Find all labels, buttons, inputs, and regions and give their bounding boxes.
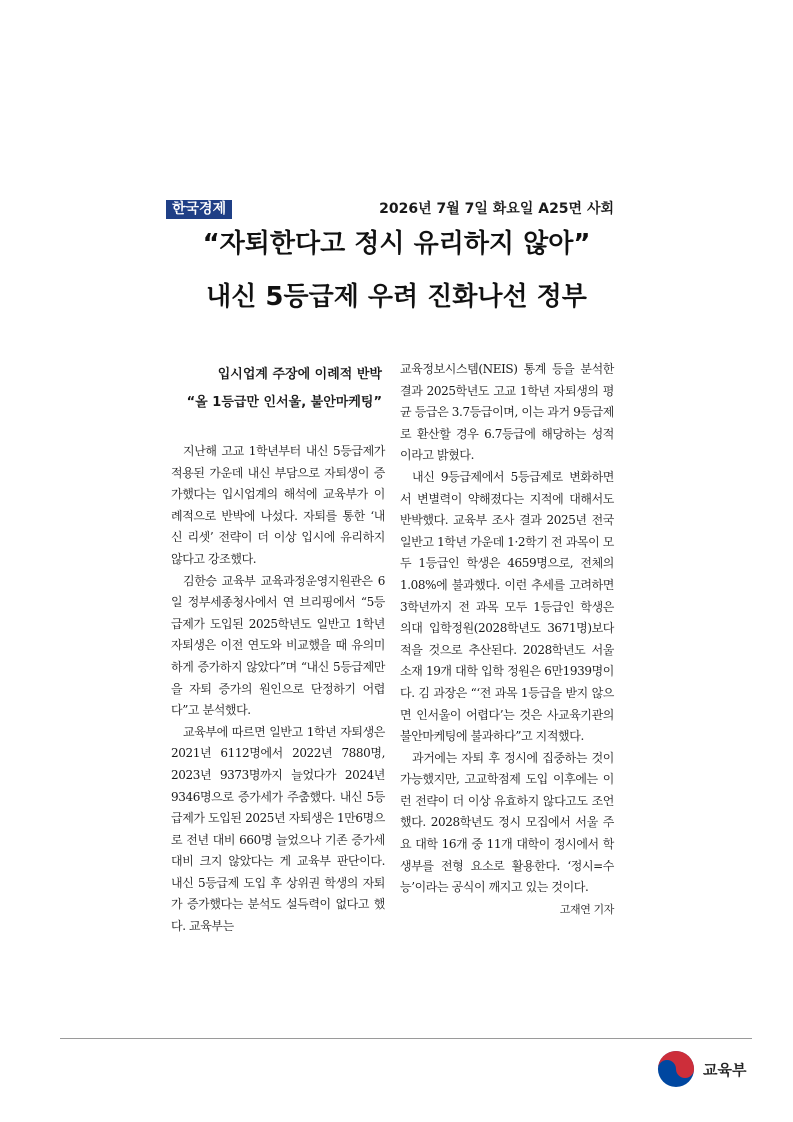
headline-line-1: “자퇴한다고 정시 유리하지 않아” bbox=[202, 229, 591, 259]
paragraph-text: 과거에는 자퇴 후 정시에 집중하는 것이 가능했지만, 고교학점제 도입 이후에는 이런 전략이 더 이상 유효하지 않다고도 조언했다. 2028학년도 정시 모집에서 서울 주요 대학 16개 중 11개 대학이 정시에서 학생부를 전형 요소로 활용한다. ‘정시=수능’이라는 공식이 깨지고 있는 것이다. bbox=[400, 750, 614, 895]
publication-info: 2026년 7월 7일 화요일 A25면 사회 bbox=[379, 201, 614, 217]
footer-divider bbox=[60, 1038, 752, 1039]
article-column-right bbox=[400, 359, 614, 920]
ministry-logo-text: 교육부 bbox=[703, 1061, 747, 1079]
paragraph: 내신 9등급제에서 5등급제로 변화하면서 변별력이 약해졌다는 지적에 대해서도 반박했다. 교육부 조사 결과 2025년 전국 일반고 1학년 가운데 1·2학기 전 과목이 모두 1등급인 학생은 4659명으로, 전체의 1.08%에 불과했다. 이런 추세를 고려하면 3학년까지 전 과목 모두 1등급인 학생은 의대 입학정원(2028학년도 3671명)보다 적을 것으로 추산된다. 2028학년도 서울 소재 19개 대학 입학 정원은 6만1939명이다. 김 과장은 “‘전 과목 1등급을 받지 않으면 인서울이 어렵다’는 것은 사교육기관의 불안마케팅에 불과하다”고 지적했다. bbox=[400, 469, 614, 744]
paragraph: 지난해 고교 1학년부터 내신 5등급제가 적용된 가운데 내신 부담으로 자퇴생이 증가했다는 입시업계의 해석에 교육부가 이례적으로 반박에 나섰다. 자퇴를 통한 ‘내신 리셋’ 전략이 더 이상 입시에 유리하지 않다고 강조했다. bbox=[171, 444, 385, 566]
paragraph bbox=[400, 748, 614, 916]
paragraph: 교육부에 따르면 일반고 1학년 자퇴생은 2021년 6112명에서 2022년 7880명, 2023년 9373명까지 늘었다가 2024년 9346명으로 증가세가 주춤했다. 내신 5등급제가 도입된 2025년 자퇴생은 1만6명으로 전년 대비 660명 늘었으나 기존 증가세 대비 크지 않았다는 게 교육부 판단이다. 내신 5등급제 도입 후 상위권 학생의 자퇴가 증가했다는 분석도 설득력이 없다고 했다. 교육부는 bbox=[171, 724, 385, 934]
headline-line-2: 내신 5등급제 우려 진화나선 정부 bbox=[206, 282, 587, 312]
masthead bbox=[166, 200, 614, 220]
byline: 고재연 기자 bbox=[559, 902, 614, 916]
newspaper-name: 한국경제 bbox=[166, 200, 232, 219]
paragraph: 김한승 교육부 교육과정운영지원관은 6일 정부세종청사에서 연 브리핑에서 “5등급제가 도입된 2025학년도 일반고 1학년 자퇴생은 이전 연도와 비교했을 때 유의미하게 증가하지 않았다”며 “내신 5등급제만을 자퇴 증가의 원인으로 단정하기 어렵다”고 분석했다. bbox=[171, 573, 385, 718]
subheadline-2: “올 1등급만 인서울, 불안마케팅” bbox=[186, 395, 382, 410]
article-column-left bbox=[171, 441, 385, 938]
subheadline-1: 입시업계 주장에 이례적 반박 bbox=[217, 367, 382, 382]
taegeuk-emblem-icon bbox=[657, 1050, 695, 1088]
paragraph: 교육정보시스템(NEIS) 통계 등을 분석한 결과 2025학년도 고교 1학년 자퇴생의 평균 등급은 3.7등급이며, 이는 과거 9등급제로 환산할 경우 6.7등급에 해당하는 성적이라고 밝혔다. bbox=[400, 362, 614, 463]
